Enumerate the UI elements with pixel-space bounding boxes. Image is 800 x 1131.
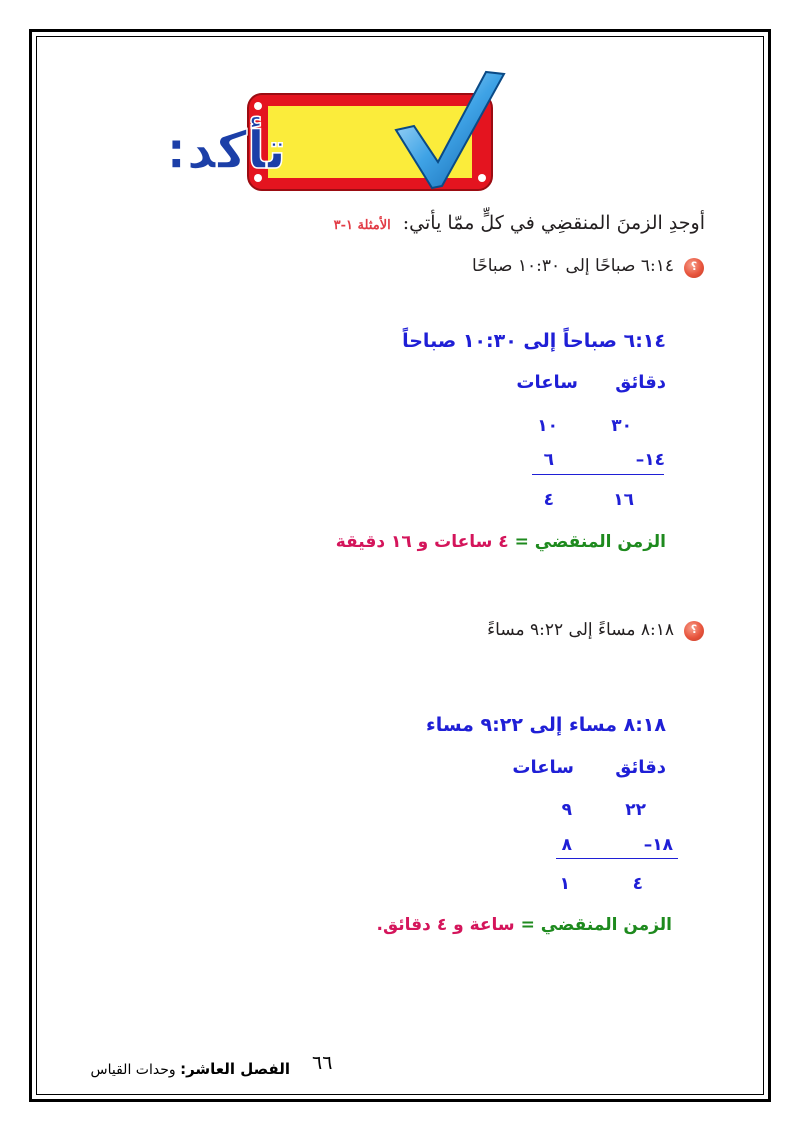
footer-chapter [91, 1060, 290, 1078]
problem-2-question: ٨:١٨ مساءً إلى ٩:٢٢ مساءً [487, 620, 674, 640]
problem-1-col-minutes: دقائق [615, 372, 666, 393]
problem-1-col-hours: ساعات [516, 372, 578, 393]
problem-2-result-label: الزمن المنقضي = [520, 915, 672, 935]
footer-chapter-label: الفصل العاشر: [180, 1060, 290, 1078]
problem-2-row1-hours: ٩ [561, 800, 572, 820]
problem-1-result-value: ٤ ساعات و ١٦ دقيقة [335, 532, 509, 552]
problem-1-result-label: الزمن المنقضي = [514, 532, 666, 552]
problem-1-subtraction-line [532, 474, 664, 475]
problem-2-result-hours: ١ [559, 874, 570, 894]
instruction [334, 212, 705, 234]
problem-1-question: ٦:١٤ صباحًا إلى ١٠:٣٠ صباحًا [472, 256, 674, 276]
problem-2-result-value: ساعة و ٤ دقائق. [376, 915, 515, 935]
page-number: ٦٦ [312, 1052, 333, 1074]
example-ref: الأمثلة ١-٣ [333, 218, 391, 233]
problem-1-result-hours: ٤ [543, 490, 554, 510]
problem-1-result-minutes: ١٦ [613, 490, 634, 510]
problem-1-result [336, 532, 666, 552]
problem-1-row1-hours: ١٠ [537, 416, 558, 436]
problem-2-row1-minutes: ٢٢ [625, 800, 646, 820]
title-banner [165, 68, 506, 198]
problem-2-subtraction-line [556, 858, 678, 859]
problem-2-col-minutes: دقائق [615, 757, 666, 778]
problem-1-solution-title: ٦:١٤ صباحاً إلى ١٠:٣٠ صباحاً [402, 330, 666, 352]
problem-1-row2-minutes: ١٤– [635, 450, 665, 470]
problem-2-row2-hours: ٨ [561, 835, 572, 855]
footer-topic: وحدات القياس [90, 1062, 176, 1078]
problem-1-bullet-icon [684, 258, 704, 278]
problem-1-row1-minutes: ٣٠ [611, 416, 632, 436]
banner-graphic [165, 68, 506, 198]
problem-1-row2-hours: ٦ [543, 450, 554, 470]
problem-2-col-hours: ساعات [512, 757, 574, 778]
problem-2-row2-minutes: ١٨– [643, 835, 673, 855]
banner-title: تأكد: [165, 121, 286, 181]
problem-2-result [376, 915, 672, 935]
problem-2-solution-title: ٨:١٨ مساء إلى ٩:٢٢ مساء [425, 714, 666, 736]
problem-2-result-minutes: ٤ [632, 874, 643, 894]
problem-2-bullet-icon [684, 621, 704, 641]
instruction-text: أوجدِ الزمنَ المنقضِي في كلٍّ ممّا يأتي: [402, 212, 705, 234]
